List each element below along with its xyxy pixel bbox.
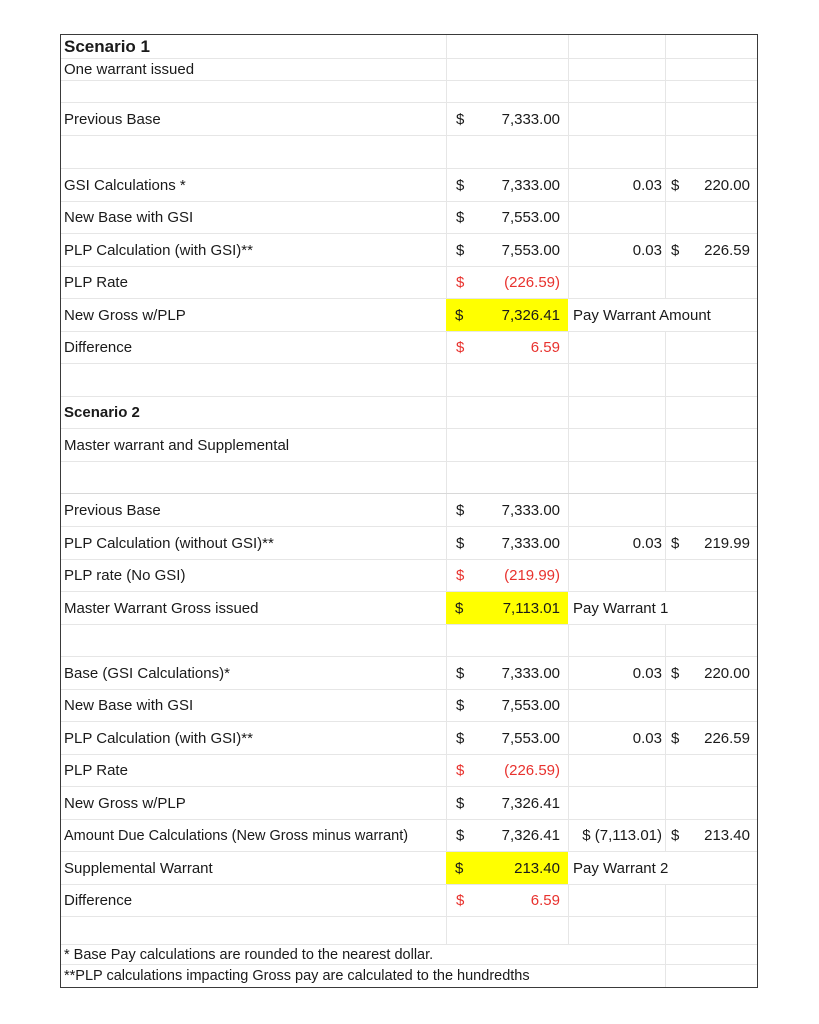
- result: $ 226.59: [665, 234, 757, 266]
- row-label: Base (GSI Calculations)*: [64, 664, 230, 682]
- result: $ 213.40: [665, 820, 757, 851]
- amount: 7,333.00: [501, 176, 560, 194]
- amount: 7,553.00: [501, 241, 560, 259]
- dollar-sign: $: [446, 267, 568, 298]
- table-row: [61, 820, 757, 852]
- amount: 6.59: [530, 339, 560, 356]
- rate: 0.03: [568, 527, 665, 559]
- scenario1-subtitle-row: [61, 59, 757, 81]
- row-label: New Base with GSI: [64, 697, 194, 714]
- amount: (226.59): [504, 762, 560, 779]
- dollar-sign: $: [446, 560, 568, 591]
- row-label: New Gross w/PLP: [64, 794, 186, 812]
- scenario1-title-row: [61, 35, 757, 59]
- table-row: [61, 202, 757, 234]
- note: Pay Warrant Amount: [573, 306, 711, 324]
- dollar-sign: $: [446, 202, 568, 233]
- dollar-sign: $: [446, 885, 568, 916]
- result: $ 220.00: [665, 657, 757, 689]
- dollar-sign: $: [446, 755, 568, 786]
- dollar-sign: $: [446, 722, 568, 754]
- amount: 7,553.00: [501, 209, 560, 226]
- scenario2-subtitle: Master warrant and Supplemental: [64, 436, 290, 454]
- table-row: [61, 299, 757, 332]
- dollar-sign: $: [446, 820, 568, 851]
- rate: 0.03: [568, 657, 665, 689]
- warrant-offset: $ (7,113.01): [568, 820, 665, 851]
- amount: 6.59: [530, 892, 560, 909]
- row-label: Amount Due Calculations (New Gross minus warrant): [64, 827, 409, 844]
- row-label: New Gross w/PLP: [64, 306, 186, 324]
- amount: (219.99): [504, 567, 560, 584]
- table-row: [61, 169, 757, 202]
- rate: 0.03: [568, 234, 665, 266]
- dollar-sign: $: [446, 690, 568, 721]
- scenario1-title: Scenario 1: [64, 36, 150, 56]
- amount: 7,113.01: [502, 599, 560, 617]
- dollar-sign: $: [446, 103, 568, 135]
- dollar-sign: $: [455, 306, 464, 324]
- table-row: [61, 755, 757, 787]
- row-label: New Base with GSI: [64, 209, 194, 226]
- table-row: [61, 852, 757, 885]
- result: $ 219.99: [665, 527, 757, 559]
- row-label: PLP Calculation (with GSI)**: [64, 241, 253, 259]
- dollar-sign: $: [446, 527, 568, 559]
- amount: 7,553.00: [501, 697, 560, 714]
- rate: 0.03: [568, 169, 665, 201]
- row-label: PLP Calculation (with GSI)**: [64, 729, 253, 747]
- dollar-sign: $: [446, 234, 568, 266]
- row-label: Difference: [64, 339, 133, 356]
- row-label: PLP Calculation (without GSI)**: [64, 534, 274, 552]
- row-label: PLP rate (No GSI): [64, 567, 186, 584]
- result: $ 220.00: [665, 169, 757, 201]
- amount: 7,553.00: [501, 729, 560, 747]
- dollar-sign: $: [446, 169, 568, 201]
- scenario2-title-row: [61, 397, 757, 429]
- row-label: Previous Base: [64, 110, 161, 128]
- table-row: [61, 560, 757, 592]
- dollar-sign: $: [446, 657, 568, 689]
- table-row: [61, 332, 757, 364]
- row-label: PLP Rate: [64, 762, 128, 779]
- rate: 0.03: [568, 722, 665, 754]
- table-row: [61, 494, 757, 527]
- scenario2-subtitle-row: [61, 429, 757, 462]
- table-row: [61, 787, 757, 820]
- row-label: GSI Calculations *: [64, 176, 186, 194]
- row-label: Difference: [64, 892, 133, 909]
- dollar-sign: $: [446, 787, 568, 819]
- amount: 7,333.00: [501, 110, 560, 128]
- dollar-sign: $: [455, 599, 464, 617]
- table-row: [61, 722, 757, 755]
- dollar-sign: $: [446, 332, 568, 363]
- table-row: [61, 103, 757, 136]
- table-row: [61, 657, 757, 690]
- scenario2-title: Scenario 2: [64, 404, 140, 421]
- note: Pay Warrant 2: [573, 859, 669, 877]
- amount: 7,333.00: [501, 501, 560, 519]
- dollar-sign: $: [455, 859, 464, 877]
- table-row: [61, 527, 757, 560]
- spreadsheet: [60, 34, 758, 988]
- row-label: Master Warrant Gross issued: [64, 599, 259, 617]
- amount: 7,333.00: [501, 534, 560, 552]
- result: $ 226.59: [665, 722, 757, 754]
- amount: 213.40: [514, 859, 560, 877]
- row-label: Previous Base: [64, 501, 161, 519]
- footnote-plp: **PLP calculations impacting Gross pay are calculated to the hundredths: [64, 968, 530, 984]
- amount: 7,333.00: [501, 664, 560, 682]
- note: Pay Warrant 1: [573, 599, 669, 617]
- dollar-sign: $: [446, 494, 568, 526]
- amount: (226.59): [504, 274, 560, 291]
- row-label: Supplemental Warrant: [64, 859, 213, 877]
- footnote-row: [61, 945, 757, 965]
- table-row: [61, 267, 757, 299]
- table-row: [61, 690, 757, 722]
- amount: 7,326.41: [501, 306, 560, 324]
- scenario1-subtitle: One warrant issued: [64, 61, 195, 78]
- row-label: PLP Rate: [64, 274, 128, 291]
- table-row: [61, 234, 757, 267]
- amount: 7,326.41: [501, 827, 560, 844]
- footnote-row: [61, 965, 757, 987]
- table-row: [61, 885, 757, 917]
- amount: 7,326.41: [501, 794, 560, 812]
- table-row: [61, 592, 757, 625]
- footnote-base-pay: * Base Pay calculations are rounded to the nearest dollar.: [64, 946, 434, 963]
